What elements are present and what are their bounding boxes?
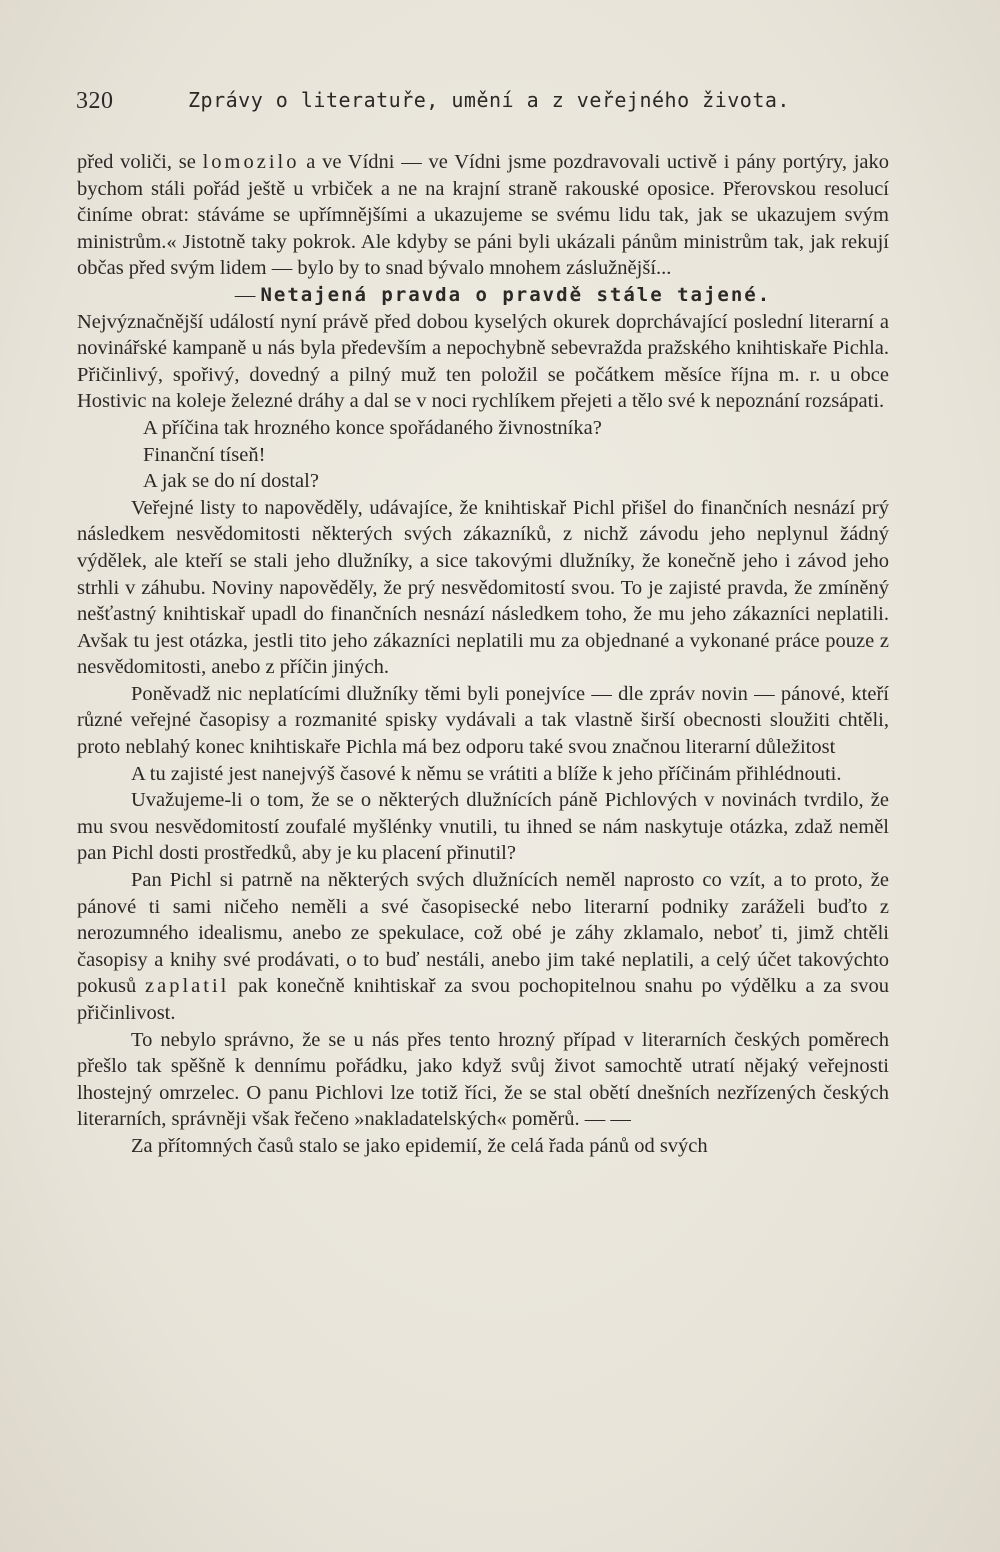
section-headline [77,282,889,309]
p1-text-c: a ve Vídni — ve Vídni jsme pozdravovali uctivě i pány portýry, jako bychom stáli pořád ještě u vrbiček a ne na krajní straně rakouské oposice. Přerovskou resolucí činíme obrat: stáváme se upřímnějšími a ukazujeme se svému lidu tak, jak se ukazujem svým ministrům.« Jistotně taky pokrok. Ale kdyby se páni byli ukázali pánům ministrům tak, jak rekují občas před svým lidem — bylo by to snad bývalo mnohem záslužnější... [77,151,889,280]
paragraph-3: Veřejné listy to napověděly, udávajíce, že knihtiskař Pichl přišel do finančních nesnází prý následkem nesvědomitosti některých svých zákazníků, z nichž závodu jeho neplynul žádný výdělek, ale kteří se stali jeho dlužníky, a sice takovými dlužníky, že konečně jeho i závod jeho strhli v záhubu. Noviny napověděly, že prý nesvědomitostí svou. To je zajisté pravda, že zmíněný nešťastný knihtiskař upadl do finančních nesnází následkem toho, že mu jeho zákazníci neplatili. Avšak tu jest otázka, jestli tito jeho zákazníci neplatili mu za objednané a vykonané práce pouze z nesvědomitosti, anebo z příčin jiných. [77,496,889,679]
headline-dash: — [234,283,261,306]
dialog-line-1: A příčina tak hrozného konce spořádaného živnostníka? [143,416,602,439]
paragraph-7 [77,867,889,1027]
paragraph-5: A tu zajisté jest nanejvýš časové k němu se vrátiti a blíže k jeho příčinám přihlédnouti. [131,762,842,785]
p1-text-a: před voliči, se [77,151,203,173]
paragraph-4: Poněvadž nic neplatícími dlužníky těmi byli ponejvíce — dle zpráv novin — pánové, kteří různé veřejné časopisy a rozmanité spisky vydávali a tak vlastně širší obecnosti sloužiti chtěli, proto neblahý konec knihtiskaře Pichla má bez odporu také svou značnou literarní důležitost [77,682,889,759]
paragraph-2: Nejvýznačnější událostí nyní právě před dobou kyselých okurek doprchávající poslední literarní a novinářské kampaně u nás byla především a nepochybně sebevražda pražského knihtiskaře Pichla. Přičinlivý, spořivý, dovedný a pilný muž ten položil se počátkem měsíce října m. r. u obce Hostivic na koleje železné dráhy a dal se v noci rychlíkem přejeti a tělo své k nepoznání rozsápati. [77,310,889,413]
body-text [77,149,889,1160]
headline-text: Netajená pravda o pravdě stále tajené. [260,283,772,306]
p7-text-c: pak konečně knihtiskař za svou pochopitelnou snahu po výdělku a za svou přičinlivost. [77,975,889,1024]
running-title: Zprávy o literatuře, umění a z veřejného života. [188,88,790,112]
p7-text-a: Pan Pichl si patrně na některých svých dlužnících neměl naprosto co vzít, a to proto, že pánové ti sami ničeho neměli a své časopisecké nebo literarní podniky zaráželi buďto z nerozumného idealismu, anebo ze spekulace, což obé je záhy zklamalo, neboť ti, jimž chtěli časopisy a knihy své prodávati, o to buď nestáli, anebo jim také neplatili, a celý účet takovýchto pokusů [77,869,889,998]
page-number: 320 [76,88,114,114]
paragraph-6: Uvažujeme-li o tom, že se o některých dlužnících páně Pichlových v novinách tvrdilo, že mu svou nesvědomitostí zoufalé myšlénky vnutili, tu ihned se nám naskytuje otázka, zdaž neměl pan Pichl dosti prostředků, aby je ku placení přinutil? [77,789,889,865]
page-header [76,88,888,118]
dialog-line-3: A jak se do ní dostal? [143,470,319,493]
spaced-word-lomozilo: lomozilo [202,151,300,173]
paragraph-8: To nebylo správno, že se u nás přes tento hrozný případ v literarních českých poměrech přešlo tak spěšně k dennímu pořádku, jako když svůj život samochtě utratí nějaký veřejnosti lhostejný omrzelec. O panu Pichlovi lze totiž říci, že se stal obětí dnešních nezřízených českých literarních, správněji však řečeno »nakladatelských« poměrů. — — [77,1028,889,1131]
paragraph-9: Za přítomných časů stalo se jako epidemií, že celá řada pánů od svých [131,1134,708,1157]
paragraph-1 [77,149,889,282]
dialog-line-2: Finanční tíseň! [143,443,266,466]
spaced-word-zaplatil: zaplatil [145,975,230,998]
